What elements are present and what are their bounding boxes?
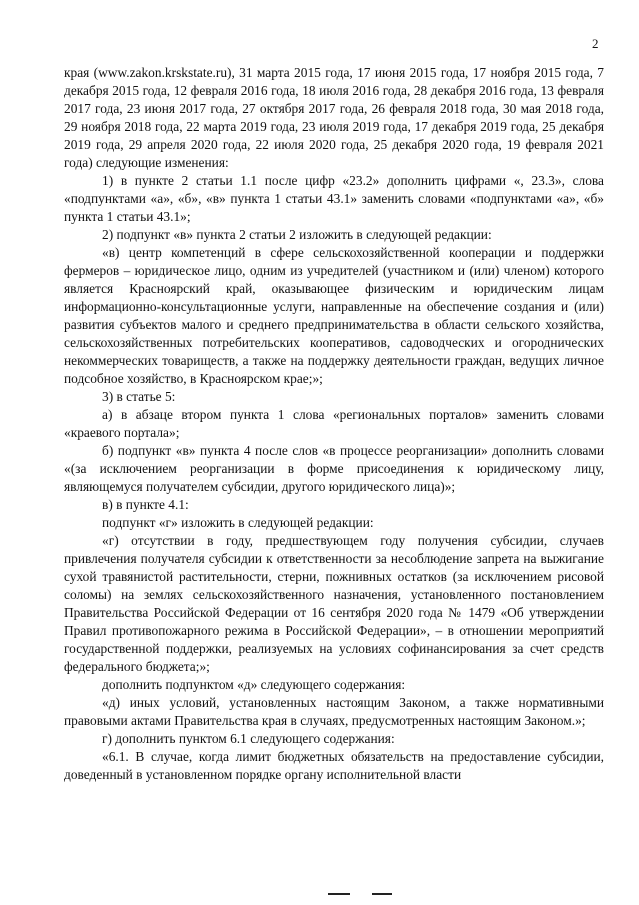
paragraph-subitem-d-intro: дополнить подпунктом «д» следующего содержания: [102,677,406,692]
paragraph-item-2: 2) подпункт «в» пункта 2 статьи 2 изложить в следующей редакции: [102,227,492,242]
page-number: 2 [592,36,599,51]
paragraph-item-3a: а) в абзаце втором пункта 1 слова «региональных порталов» заменить словами «краевого портала»; [64,407,604,440]
paragraph-item-6-1: «6.1. В случае, когда лимит бюджетных обязательств на предоставление субсидии, доведенный в установленном порядке органу исполнительной власти [64,749,604,782]
paragraph-item-3v: в) в пункте 4.1: [102,497,189,512]
paragraph-law-amendment-dates: края (www.zakon.krskstate.ru), 31 марта 2015 года, 17 июня 2015 года, 17 ноября 2015 года, 7 декабря 2015 года, 12 февраля 2016 года, 18 июля 2016 года, 28 декабря 2016 года, 13 февраля 2017 года, 23 июня 2017 года, 27 октября 2017 года, 26 февраля 2018 года, 30 мая 2018 года, 29 ноября 2018 года, 22 марта 2019 года, 23 июля 2019 года, 17 декабря 2019 года, 25 декабря 2019 года, 29 апреля 2020 года, 22 июля 2020 года, 25 декабря 2020 года, 19 февраля 2021 года) следующие изменения: [64,65,604,170]
paragraph-item-3b: б) подпункт «в» пункта 4 после слов «в процессе реорганизации» дополнить словами «(за исключением реорганизации в форме присоединения к юридическому лицу, являющемуся получателем субсидии, другого юридического лица)»; [64,443,604,494]
paragraph-subitem-g-text: «г) отсутствии в году, предшествующем году получения субсидии, случаев привлечения получателя субсидии к ответственности за несоблюдение запрета на выжигание сухой травянистой растительности, стерни, пожнивных остатков (за исключением рисовой соломы) на землях сельскохозяйственного назначения, установленного постановлением Правительства Российской Федерации от 16 сентября 2020 года № 1479 «Об утверждении Правил противопожарного режима в Российской Федерации», – в отношении мероприятий государственной поддержки, реализуемых на условиях софинансирования за счет средств федерального бюджета;»; [64,533,604,674]
paragraph-item-3: 3) в статье 5: [102,389,176,404]
footer-mark-left [328,893,350,895]
paragraph-subitem-g-intro: подпункт «г» изложить в следующей редакции: [102,515,374,530]
paragraph-subitem-d-text: «д) иных условий, установленных настоящим Законом, а также нормативными правовыми актами Правительства края в случаях, предусмотренных настоящим Законом.»; [64,695,604,728]
paragraph-item-3g: г) дополнить пунктом 6.1 следующего содержания: [102,731,395,746]
document-body [64,64,604,784]
paragraph-item-2-text: «в) центр компетенций в сфере сельскохозяйственной кооперации и поддержки фермеров – юридическое лицо, одним из учредителей (участником и (или) членом) которого является Красноярский край, оказывающее физическим и юридическим лицам информационно-консультационные услуги, направленные на обеспечение создания и (или) развития субъектов малого и среднего предпринимательства в области сельского хозяйства, сельскохозяйственных потребительских кооперативов, садоводческих и огороднических некоммерческих товариществ, а также на поддержку деятельности граждан, ведущих личное подсобное хозяйство, в Красноярском крае;»; [64,245,604,386]
footer-mark-right [372,893,392,895]
paragraph-item-1: 1) в пункте 2 статьи 1.1 после цифр «23.2» дополнить цифрами «, 23.3», слова «подпунктами «а», «б», «в» пункта 1 статьи 43.1» заменить словами «подпунктами «а», «б» пункта 1 статьи 43.1»; [64,173,604,224]
